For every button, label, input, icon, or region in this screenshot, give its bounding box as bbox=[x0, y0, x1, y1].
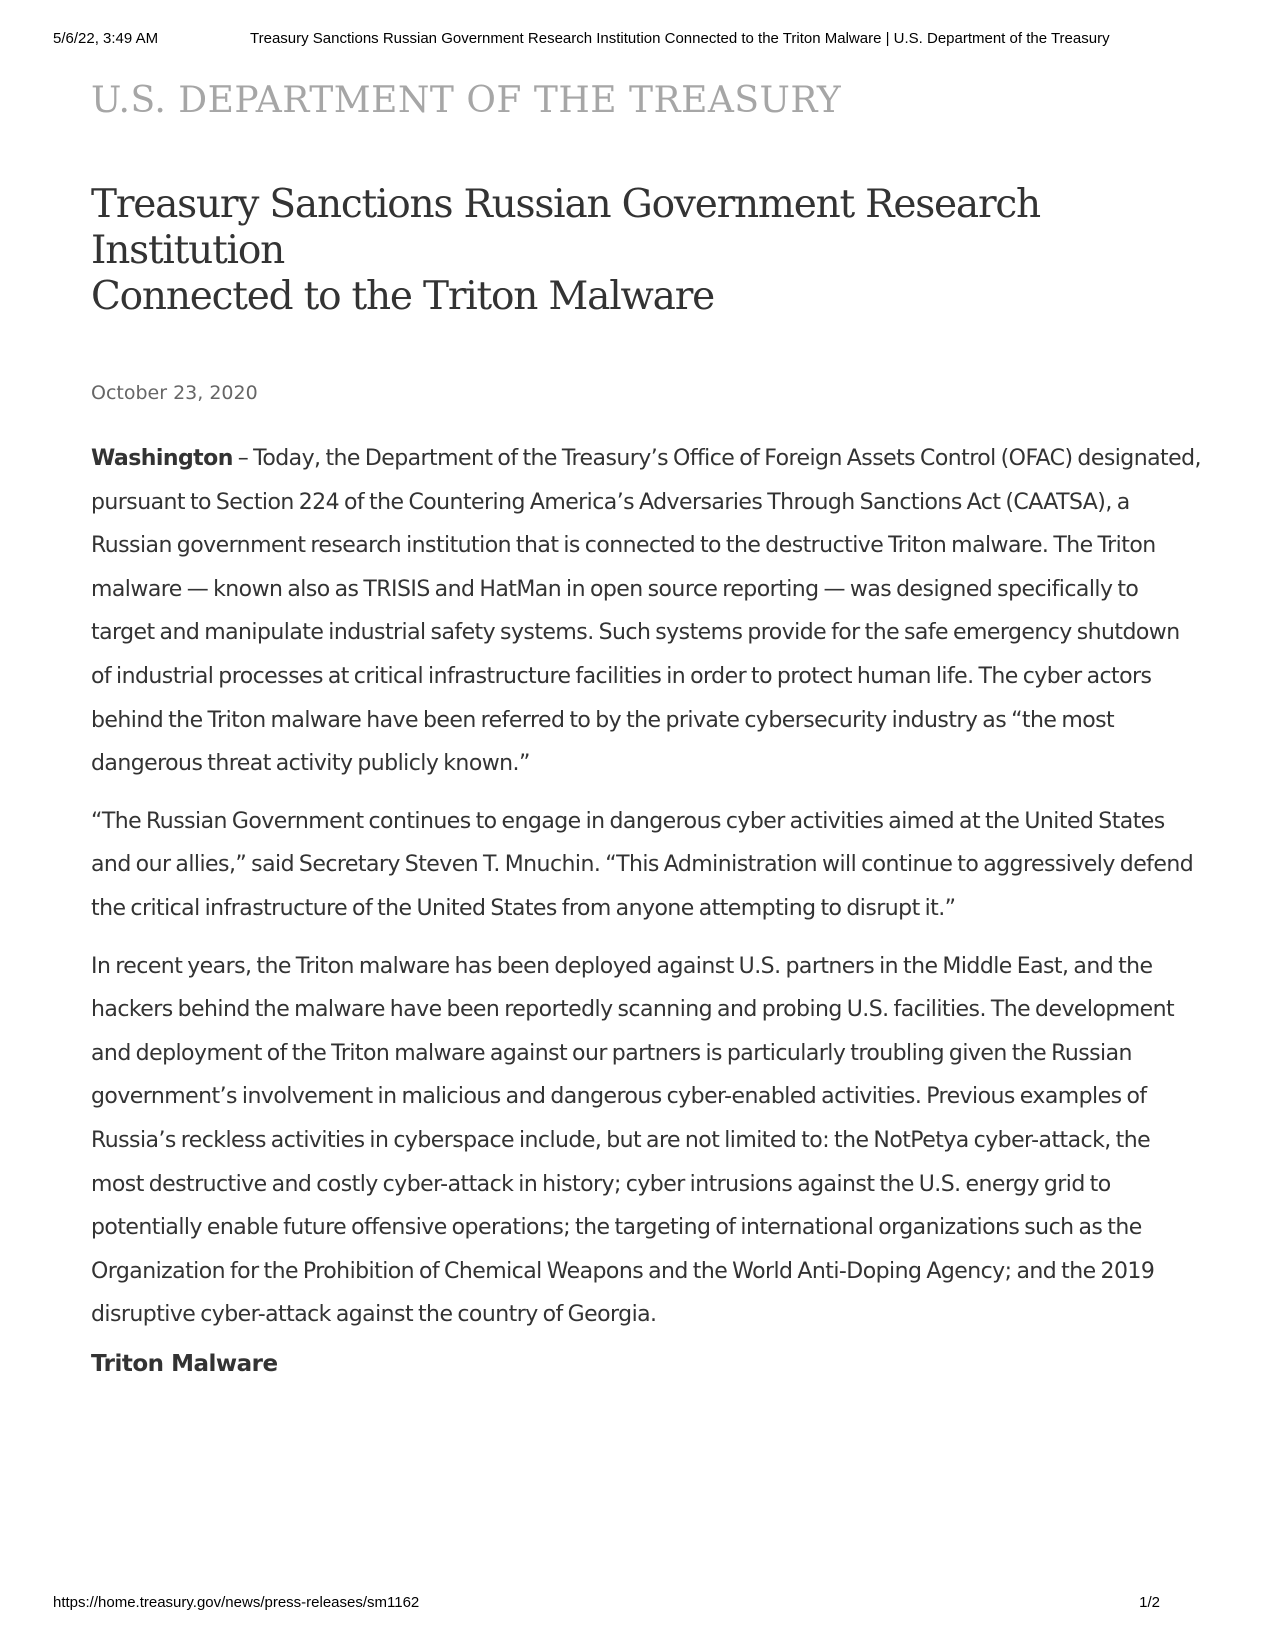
dateline: Washington bbox=[91, 446, 233, 471]
publication-date: October 23, 2020 bbox=[91, 382, 258, 404]
page-title bbox=[91, 182, 1201, 320]
print-page-title: Treasury Sanctions Russian Government Research Institution Connected to the Triton Malware | U.S. Department of the Treasury bbox=[250, 30, 1110, 47]
print-header bbox=[53, 30, 1235, 52]
article bbox=[91, 182, 1201, 1377]
article-body bbox=[91, 437, 1201, 1337]
paragraph-1-text: – Today, the Department of the Treasury’s Office of Foreign Assets Control (OFAC) designated, pursuant to Section 224 of the Countering America’s Adversaries Through Sanctions Act (CAATSA), a Russian government research institution that is connected to the destructive Triton malware. The Triton malware — known also as TRISIS and HatMan in open source reporting — was designed specifically to target and manipulate industrial safety systems. Such systems provide for the safe emergency shutdown of industrial processes at critical infrastructure facilities in order to protect human life. The cyber actors behind the Triton malware have been referred to by the private cybersecurity industry as “the most dangerous threat activity publicly known.” bbox=[91, 446, 1201, 777]
page-title-line-1: Treasury Sanctions Russian Government Research Institution bbox=[91, 182, 1040, 273]
page-title-line-2: Connected to the Triton Malware bbox=[91, 274, 715, 319]
print-url: https://home.treasury.gov/news/press-releases/sm1162 bbox=[53, 1594, 420, 1611]
print-footer bbox=[53, 1594, 1160, 1616]
section-heading-triton-malware: Triton Malware bbox=[91, 1350, 278, 1377]
paragraph-2: “The Russian Government continues to engage in dangerous cyber activities aimed at the United States and our allies,” said Secretary Steven T. Mnuchin. “This Administration will continue to aggressively defend the critical infrastructure of the United States from anyone attempting to disrupt it.” bbox=[91, 808, 1194, 921]
print-datetime: 5/6/22, 3:49 AM bbox=[53, 30, 159, 47]
paragraph-1 bbox=[91, 437, 1201, 786]
print-page-number: 1/2 bbox=[1139, 1594, 1160, 1611]
paragraph-3: In recent years, the Triton malware has been deployed against U.S. partners in the Middle East, and the hackers behind the malware have been reportedly scanning and probing U.S. facilities. The development and deployment of the Triton malware against our partners is particularly troubling given the Russian government’s involvement in malicious and dangerous cyber-enabled activities. Previous examples of Russia’s reckless activities in cyberspace include, but are not limited to: the NotPetya cyber-attack, the most destructive and costly cyber-attack in history; cyber intrusions against the U.S. energy grid to potentially enable future offensive operations; the targeting of international organizations such as the Organization for the Prohibition of Chemical Weapons and the World Anti-Doping Agency; and the 2019 disruptive cyber-attack against the country of Georgia. bbox=[91, 953, 1175, 1328]
site-name-link[interactable]: U.S. DEPARTMENT OF THE TREASURY bbox=[91, 80, 842, 121]
